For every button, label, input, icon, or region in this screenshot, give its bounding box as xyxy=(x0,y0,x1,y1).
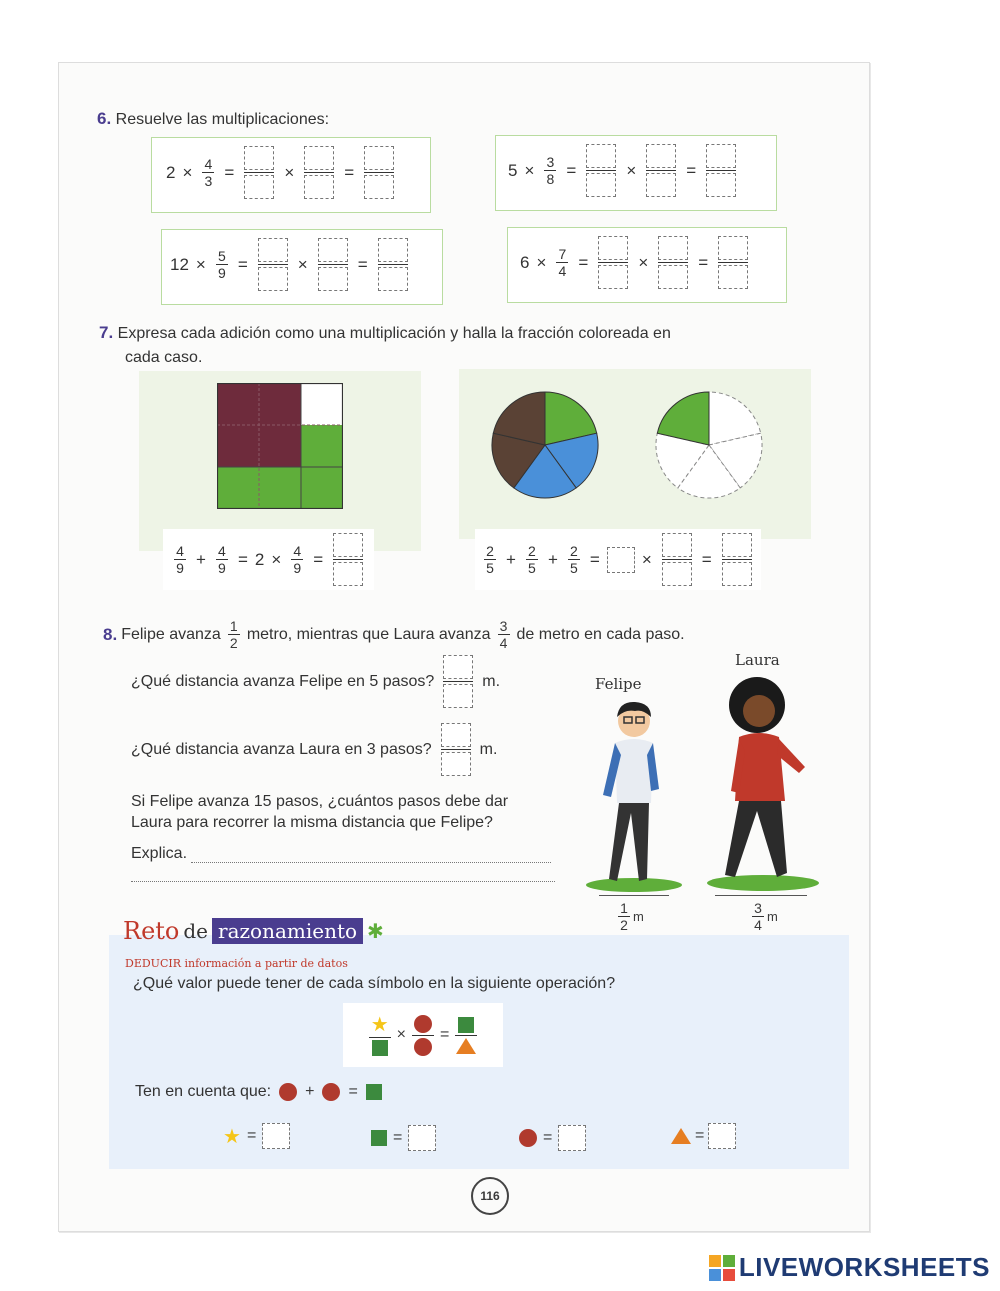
circle-icon xyxy=(322,1083,340,1101)
answer-box[interactable] xyxy=(706,144,736,168)
laura-label: Laura xyxy=(735,651,780,669)
times-sign: × xyxy=(638,252,649,272)
answer-fraction xyxy=(718,236,748,289)
answer-box[interactable] xyxy=(718,236,748,260)
answer-box[interactable] xyxy=(378,238,408,262)
answer-box[interactable] xyxy=(408,1125,436,1151)
felipe-step-fraction: $\frac{1}{2}$ xyxy=(228,619,240,650)
answer-fraction xyxy=(318,238,348,291)
reto-subtitle: DEDUCIR información a partir de datos xyxy=(125,957,348,970)
answer-box[interactable] xyxy=(364,175,394,199)
answer-box[interactable] xyxy=(441,752,471,776)
reto-title: Reto de razonamiento ✱ xyxy=(123,917,384,945)
q8-steps-question: Si Felipe avanza 15 pasos, ¿cuántos pasos debe dar Laura para recorrer la misma distancia que Felipe? xyxy=(131,793,509,831)
answer-box[interactable] xyxy=(718,265,748,289)
star-answer: ★ = xyxy=(223,1123,290,1149)
answer-fraction xyxy=(662,533,692,586)
times-sign: × xyxy=(284,162,295,182)
q6-fraction-3: $\frac{5}{9}$ xyxy=(216,249,228,280)
answer-box[interactable] xyxy=(318,267,348,291)
answer-box[interactable] xyxy=(304,146,334,170)
pie-chart-partial xyxy=(653,389,765,501)
times-sign: × xyxy=(536,252,547,272)
q6-box-4 xyxy=(507,227,787,303)
answer-box[interactable] xyxy=(244,146,274,170)
q7-left-equation: $\frac{4}{9}$ + $\frac{4}{9}$ = 2 × $\frac{4}{9}$ = xyxy=(163,529,374,590)
answer-box[interactable] xyxy=(662,562,692,586)
square-icon xyxy=(458,1017,474,1033)
circle-icon xyxy=(414,1038,432,1056)
answer-box[interactable] xyxy=(333,533,363,557)
explain-answer-line[interactable] xyxy=(191,848,551,863)
equals-sign: = xyxy=(237,254,248,274)
answer-box[interactable] xyxy=(586,173,616,197)
answer-box[interactable] xyxy=(304,175,334,199)
q7-instruction-line2: cada caso. xyxy=(125,349,203,366)
square-icon xyxy=(371,1130,387,1146)
equals-sign: = xyxy=(578,252,589,272)
liveworksheets-wordmark: LIVEWORKSHEETS xyxy=(738,1252,990,1282)
q7-right-equation: $\frac{2}{5}$ + $\frac{2}{5}$ + $\frac{2}{5}$ = × = xyxy=(475,529,761,590)
answer-box[interactable] xyxy=(378,267,408,291)
square-answer: = xyxy=(371,1125,436,1151)
triangle-icon xyxy=(671,1128,691,1144)
answer-box[interactable] xyxy=(646,144,676,168)
liveworksheets-logo-icon xyxy=(709,1255,735,1281)
answer-fraction xyxy=(304,146,334,199)
q6-fraction-2: $\frac{3}{8}$ xyxy=(544,155,556,186)
felipe-label: Felipe xyxy=(595,675,642,693)
answer-box[interactable] xyxy=(662,533,692,557)
q7-instruction-line1: Expresa cada adición como una multiplicación y halla la fracción coloreada en xyxy=(117,325,671,342)
answer-box[interactable] xyxy=(598,265,628,289)
times-sign: × xyxy=(297,254,308,274)
q6-whole-1: 2 xyxy=(166,162,176,182)
equals-sign: = xyxy=(698,252,709,272)
answer-fraction xyxy=(722,533,752,586)
answer-box[interactable] xyxy=(598,236,628,260)
q6-whole-4: 6 xyxy=(520,252,530,272)
explain-answer-line-2[interactable] xyxy=(131,869,555,882)
q8-number: 8. xyxy=(103,624,118,644)
q6-instruction: Resuelve las multiplicaciones: xyxy=(115,111,330,128)
answer-box[interactable] xyxy=(244,175,274,199)
square-icon xyxy=(366,1084,382,1100)
equals-sign: = xyxy=(686,160,697,180)
q7-number: 7. xyxy=(99,323,114,342)
q6-box-1 xyxy=(151,137,431,213)
answer-box[interactable] xyxy=(658,265,688,289)
answer-box[interactable] xyxy=(443,655,473,679)
circle-answer: = xyxy=(519,1125,586,1151)
q8-laura-question: ¿Qué distancia avanza Laura en 3 pasos? m. xyxy=(131,723,497,776)
answer-box[interactable] xyxy=(708,1123,736,1149)
liveworksheets-logo xyxy=(709,1252,990,1283)
laura-step-label: $\frac{3}{4}$ m xyxy=(749,901,778,932)
answer-fraction xyxy=(441,723,471,776)
answer-box[interactable] xyxy=(646,173,676,197)
q8-explain-row: Explica. xyxy=(131,845,551,863)
q6-whole-3: 12 xyxy=(170,254,189,274)
answer-box[interactable] xyxy=(722,562,752,586)
symbol-equation: ★ × = xyxy=(343,1003,503,1067)
q6-whole-2: 5 xyxy=(508,160,518,180)
answer-box[interactable] xyxy=(333,562,363,586)
q6-box-2 xyxy=(495,135,777,211)
answer-box[interactable] xyxy=(706,173,736,197)
puzzle-icon: ✱ xyxy=(367,919,384,943)
answer-fraction xyxy=(646,144,676,197)
answer-fraction xyxy=(658,236,688,289)
page-number: 116 xyxy=(471,1177,509,1215)
star-icon: ★ xyxy=(223,1125,241,1148)
circle-icon xyxy=(414,1015,432,1033)
colored-square-grid xyxy=(217,383,343,509)
answer-box[interactable] xyxy=(441,723,471,747)
times-sign: × xyxy=(524,160,535,180)
triangle-icon xyxy=(456,1038,476,1054)
equals-sign: = xyxy=(344,162,355,182)
felipe-step-ruler xyxy=(599,895,669,896)
answer-fraction xyxy=(258,238,288,291)
answer-box[interactable] xyxy=(558,1125,586,1151)
answer-box[interactable] xyxy=(443,684,473,708)
answer-box[interactable] xyxy=(586,144,616,168)
laura-illustration xyxy=(705,671,825,895)
q7-heading xyxy=(99,321,799,370)
q8-heading: 8. Felipe avanza $\frac{1}{2}$ metro, mientras que Laura avanza $\frac{3}{4}$ de metro en cada paso. xyxy=(103,618,685,651)
square-icon xyxy=(372,1040,388,1056)
answer-fraction xyxy=(706,144,736,197)
pie-chart-colored xyxy=(489,389,601,501)
reto-hint: Ten en cuenta que: + = xyxy=(135,1083,382,1101)
felipe-step-label: $\frac{1}{2}$ m xyxy=(615,901,644,932)
answer-box[interactable] xyxy=(262,1123,290,1149)
answer-fraction xyxy=(364,146,394,199)
answer-box[interactable] xyxy=(607,547,635,573)
q6-box-3 xyxy=(161,229,443,305)
triangle-answer: = xyxy=(671,1123,736,1149)
times-sign: × xyxy=(626,160,637,180)
answer-fraction xyxy=(598,236,628,289)
equals-sign: = xyxy=(357,254,368,274)
q6-fraction-4: $\frac{7}{4}$ xyxy=(556,247,568,278)
star-icon: ★ xyxy=(370,1013,389,1036)
q8-felipe-question: ¿Qué distancia avanza Felipe en 5 pasos? m. xyxy=(131,655,500,708)
answer-fraction xyxy=(244,146,274,199)
equals-sign: = xyxy=(566,160,577,180)
answer-fraction xyxy=(586,144,616,197)
reto-question: ¿Qué valor puede tener de cada símbolo en la siguiente operación? xyxy=(133,975,616,992)
answer-box[interactable] xyxy=(722,533,752,557)
answer-fraction xyxy=(443,655,473,708)
answer-box[interactable] xyxy=(658,236,688,260)
laura-step-fraction: $\frac{3}{4}$ xyxy=(498,619,510,650)
answer-box[interactable] xyxy=(258,267,288,291)
felipe-illustration xyxy=(579,699,689,895)
times-sign: × xyxy=(182,162,193,182)
circle-icon xyxy=(279,1083,297,1101)
answer-fraction xyxy=(378,238,408,291)
answer-box[interactable] xyxy=(318,238,348,262)
equals-sign: = xyxy=(224,162,235,182)
circle-icon xyxy=(519,1129,537,1147)
answer-box[interactable] xyxy=(258,238,288,262)
q6-heading xyxy=(97,109,329,129)
laura-step-ruler xyxy=(715,895,807,896)
q6-number: 6. xyxy=(97,109,112,128)
q6-fraction-1: $\frac{4}{3}$ xyxy=(202,157,214,188)
answer-box[interactable] xyxy=(364,146,394,170)
times-sign: × xyxy=(195,254,206,274)
worksheet-page xyxy=(58,62,870,1232)
answer-fraction xyxy=(333,533,363,586)
